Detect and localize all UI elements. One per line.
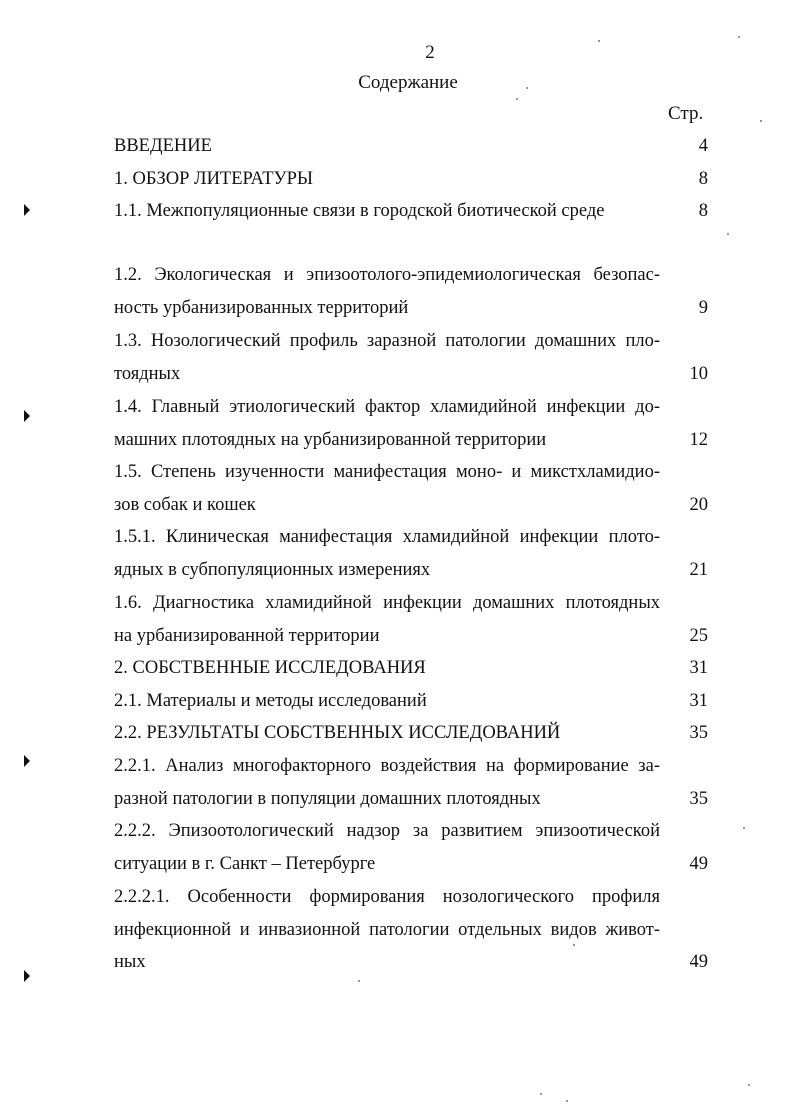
toc-entry-text: 2. СОБСТВЕННЫЕ ИССЛЕДОВАНИЯ [114, 658, 426, 678]
toc-entry-text-line-1: 1.6. Диагностика хламидийной инфекции домашних плотоядных [114, 593, 660, 613]
toc-entry-page: 31 [689, 658, 708, 678]
toc-entry-text-line-2: машних плотоядных на урбанизированной территории [114, 429, 547, 450]
toc-entry-page: 49 [689, 854, 708, 874]
toc-entry-1-3 [114, 325, 660, 390]
toc-entry-text-line-1: 1.3. Нозологический профиль заразной патологии домашних пло- [114, 331, 660, 351]
toc-entry-1-5 [114, 456, 660, 521]
binding-mark [24, 410, 30, 422]
toc-entry-page: 20 [689, 495, 708, 515]
toc-entry-2-2-2 [114, 815, 660, 880]
toc-entry-text-line-1: 1.4. Главный этиологический фактор хламидийной инфекции до- [114, 397, 660, 417]
toc-entry-1-1 [114, 195, 660, 228]
binding-mark [24, 204, 30, 216]
toc-entry-text: ВВЕДЕНИЕ [114, 136, 212, 156]
toc-entry-text-line-1: 1.5. Степень изученности манифестация моно- и микстхламидио- [114, 462, 660, 482]
toc-entry-text-line-2: на урбанизированной территории [114, 625, 380, 646]
scan-speck [727, 233, 729, 235]
toc-entry-1-4 [114, 391, 660, 456]
toc-entry-text-line-1: 2.2.2.1. Особенности формирования нозологического профиля [114, 887, 660, 907]
toc-entry-introduction [114, 130, 660, 163]
toc-entry-page: 35 [689, 723, 708, 743]
toc-entry-2-2-2-1 [114, 881, 660, 979]
scan-speck [566, 1100, 568, 1102]
toc-entry-text-line-2: ситуации в г. Санкт – Петербурге [114, 853, 376, 874]
toc-entry-2-2 [114, 717, 660, 750]
toc-entry-literature-review [114, 163, 660, 196]
toc-entry-text-line-1: 2.2.2. Эпизоотологический надзор за развитием эпизоотической [114, 821, 660, 841]
toc-entry-text-line-1: 1.5.1. Клиническая манифестация хламидийной инфекции плото- [114, 527, 660, 547]
scan-speck [526, 87, 528, 89]
scan-speck [598, 40, 600, 42]
toc-entry-1-6 [114, 587, 660, 652]
binding-mark [24, 755, 30, 767]
toc-entry-page: 35 [689, 789, 708, 809]
toc-entry-2-1 [114, 685, 660, 718]
toc-entry-page: 10 [689, 364, 708, 384]
page-title: Содержание [358, 72, 458, 93]
toc-entry-text-line-3: ных [114, 952, 146, 972]
toc-entry-text-line-2: зов собак и кошек [114, 494, 256, 515]
toc-entry-text: 1.1. Межпопуляционные связи в городской биотической среде [114, 201, 605, 221]
toc-entry-page: 12 [689, 430, 708, 450]
toc-entry-2-2-1 [114, 750, 660, 815]
toc-entry-text: 2.1. Материалы и методы исследований [114, 691, 427, 711]
page-column-header: Стр. [668, 103, 704, 124]
toc-entry-1-5-1 [114, 521, 660, 586]
toc-entry-text: 1. ОБЗОР ЛИТЕРАТУРЫ [114, 169, 314, 189]
binding-mark [24, 970, 30, 982]
toc-entry-text-line-1: 1.2. Экологическая и эпизоотолого-эпидемиологическая безопас- [114, 265, 660, 285]
toc-entry-page: 31 [689, 691, 708, 711]
toc-entry-page: 4 [698, 136, 708, 156]
scan-speck [760, 120, 762, 122]
scan-speck [540, 1093, 542, 1095]
toc-entry-text-line-2: тоядных [114, 363, 181, 384]
toc-entry-own-research [114, 652, 660, 685]
scan-speck [743, 827, 745, 829]
toc-entry-text-line-2: ядных в субпопуляционных измерениях [114, 559, 431, 580]
toc-entry-text-line-2: разной патологии в популяции домашних плотоядных [114, 788, 541, 809]
scan-speck [516, 98, 518, 100]
toc-entry-text-line-2: инфекционной и инвазионной патологии отдельных видов живот- [114, 919, 660, 940]
scan-speck [738, 36, 740, 38]
scan-speck [358, 980, 360, 982]
toc-entry-page: 9 [698, 298, 708, 318]
page-number: 2 [425, 42, 435, 63]
toc-entry-text-line-2: ность урбанизированных территорий [114, 297, 409, 318]
scan-speck [573, 944, 575, 946]
toc-entry-text: 2.2. РЕЗУЛЬТАТЫ СОБСТВЕННЫХ ИССЛЕДОВАНИЙ [114, 723, 561, 743]
scan-speck [748, 1084, 750, 1086]
toc-entry-page: 25 [689, 626, 708, 646]
toc-entry-text-line-1: 2.2.1. Анализ многофакторного воздействия на формирование за- [114, 756, 660, 776]
toc-entry-page: 8 [698, 169, 708, 189]
toc-entry-page: 21 [689, 560, 708, 580]
toc-entry-1-2 [114, 259, 660, 324]
toc-entry-page: 49 [689, 952, 708, 972]
toc-entry-page: 8 [698, 201, 708, 221]
